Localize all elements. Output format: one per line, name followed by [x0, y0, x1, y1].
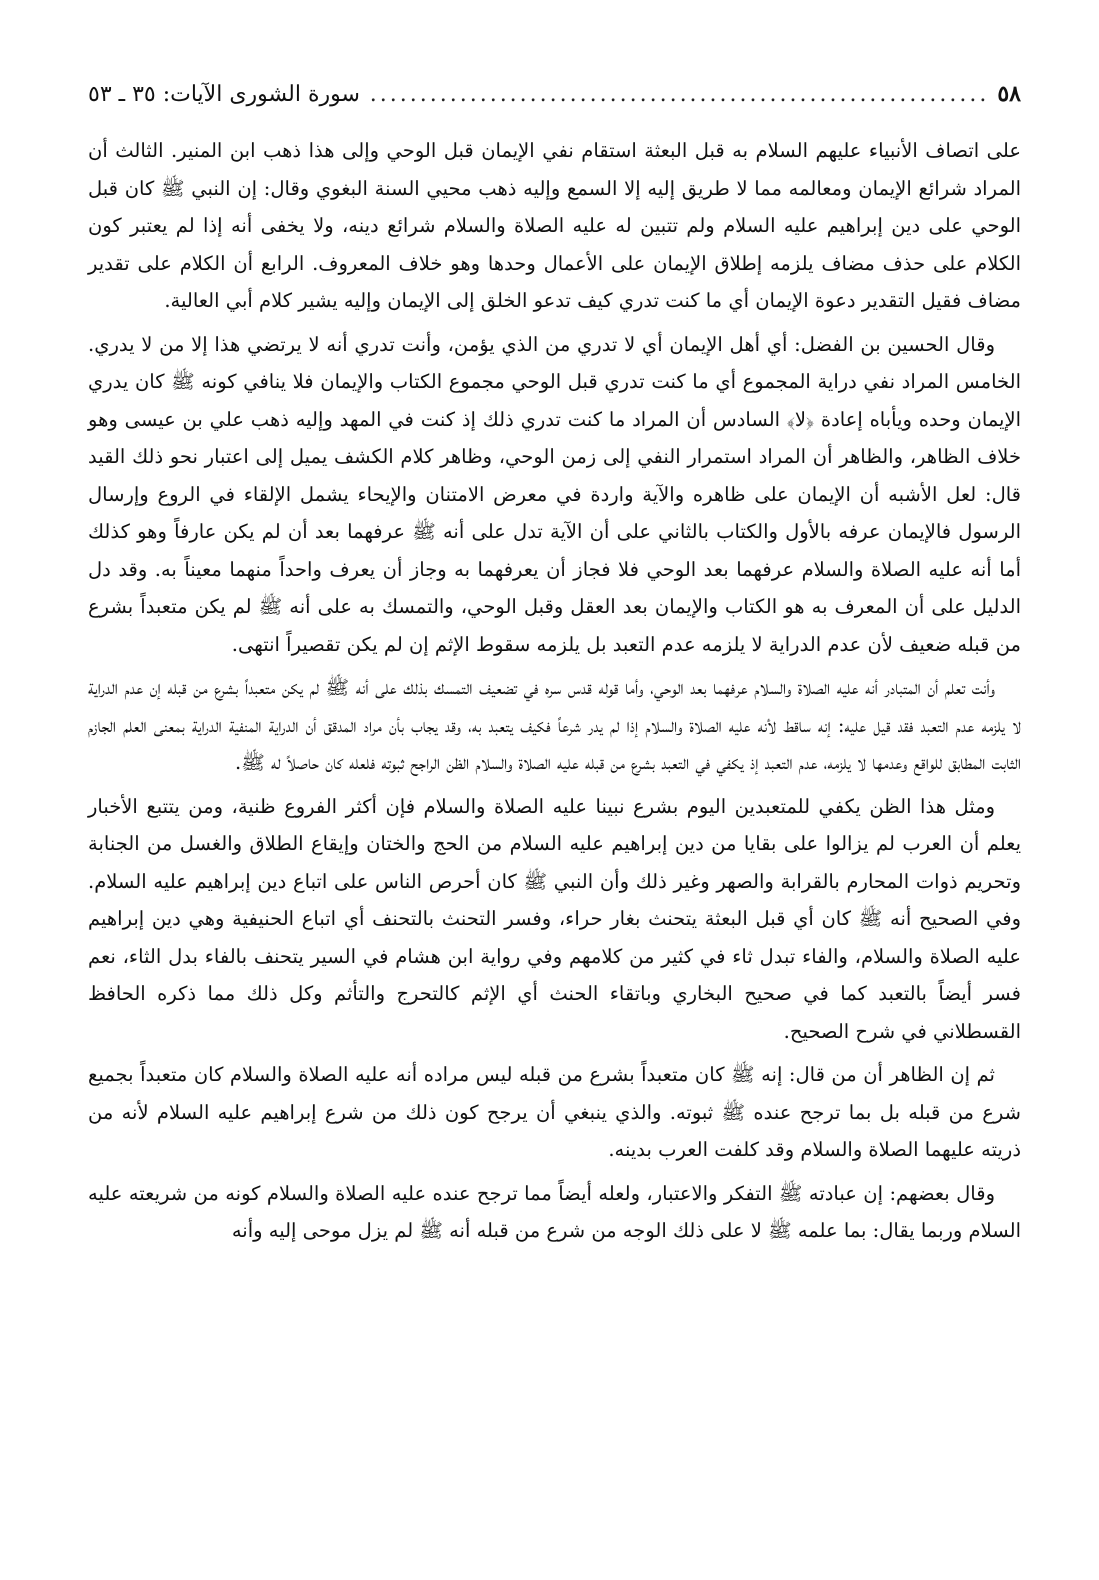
running-title: سورة الشورى الآيات: ٣٥ ـ ٥٣ — [88, 82, 360, 107]
paragraph-5: ثم إن الظاهر أن من قال: إنه ﷺ كان متعبداً بشرع من قبله ليس مراده أنه عليه الصلاة والسلام كان متعبداً بجميع شرع من قبله بل بما ترجح عنده ﷺ ثبوته. والذي ينبغي أن يرجح كون ذلك من شرع إبراهيم عليه السلام لأنه من ذريته عليهما الصلاة والسلام وقد كلفت العرب بدينه. — [88, 1063, 1021, 1161]
paragraph-3: وأنت تعلم أن المتبادر أنه عليه الصلاة والسلام عرفهما بعد الوحي، وأما قوله قدس سره في تضعيف التمسك بذلك على أنه ﷺ لم يكن متعبداً بشرع من قبله إن عدم الدراية لا يلزمه عدم التعبد فقد قيل عليه: إنه ساقط لأنه عليه الصلاة والسلام إذا لم يدر شرعاً فكيف يتعبد به، وقد يجاب بأن مراد المدقق أن الدراية المنفية الدراية بمعنى العلم الجازم الثابت المطابق للواقع وعدمها لا يلزمه، عدم التعبد إذ يكفي في التعبد بشرع من قبله عليه الصلاة والسلام الظن الراجح ثبوته فلعله كان حاصلاً له ﷺ. — [88, 676, 1021, 774]
paragraph-4: ومثل هذا الظن يكفي للمتعبدين اليوم بشرع نبينا عليه الصلاة والسلام فإن أكثر الفروع ظنية، ومن يتتبع الأخبار يعلم أن العرب لم يزالوا على بقايا من دين إبراهيم عليه السلام من الحج والختان وإيقاع الطلاق والغسل من الجنابة وتحريم ذوات المحارم بالقرابة والصهر وغير ذلك وأن النبي ﷺ كان أحرص الناس على اتباع دين إبراهيم عليه السلام. وفي الصحيح أنه ﷺ كان أي قبل البعثة يتحنث بغار حراء، وفسر التحنث بالتحنف أي اتباع الحنيفية وهي دين إبراهيم عليه الصلاة والسلام، والفاء تبدل ثاء في كثير من كلامهم وفي رواية ابن هشام في السير يتحنف بالفاء بدل الثاء، نعم فسر أيضاً بالتعبد كما في صحيح البخاري وباتقاء الحنث أي الإثم كالتحرج والتأثم وكل ذلك مما ذكره الحافظ القسطلاني في شرح الصحيح. — [88, 794, 1021, 1043]
leader-dots — [368, 79, 989, 111]
page-number: ٥٨ — [997, 81, 1021, 107]
paragraph-1: على اتصاف الأنبياء عليهم السلام به قبل البعثة استقام نفي الإيمان قبل الوحي وإلى هذا ذهب ابن المنير. الثالث أن المراد شرائع الإيمان ومعالمه مما لا طريق إليه إلا السمع وإليه ذهب محيي السنة البغوي وقال: إن النبي ﷺ كان قبل الوحي على دين إبراهيم عليه السلام ولم تتبين له عليه الصلاة والسلام شرائع دينه، ولا يخفى أنه إذا لم يعتبر كون الكلام على حذف مضاف يلزمه إطلاق الإيمان على الأعمال وحدها وهو خلاف المعروف. الرابع أن الكلام على تقدير مضاف فقيل التقدير دعوة الإيمان أي ما كنت تدري كيف تدعو الخلق إلى الإيمان وإليه يشير كلام أبي العالية. — [88, 139, 1021, 312]
paragraph-6: وقال بعضهم: إن عبادته ﷺ التفكر والاعتبار، ولعله أيضاً مما ترجح عنده عليه الصلاة والسلام كونه من شريعته عليه السلام وربما يقال: بما علمه ﷺ لا على ذلك الوجه من شرع من قبله أنه ﷺ لم يزل موحى إليه وأنه — [88, 1181, 1021, 1242]
paragraph-2: وقال الحسين بن الفضل: أي أهل الإيمان أي لا تدري من الذي يؤمن، وأنت تدري أنه لا يرتضي هذا إلا من لا يدري. الخامس المراد نفي دراية المجموع أي ما كنت تدري قبل الوحي مجموع الكتاب والإيمان فلا ينافي كونه ﷺ كان يدري الإيمان وحده ويأباه إعادة ﴿لا﴾ السادس أن المراد ما كنت تدري ذلك إذ كنت في المهد وإليه ذهب علي بن عيسى وهو خلاف الظاهر، والظاهر أن المراد استمرار النفي إلى زمن الوحي، وظاهر كلام الكشف يميل إلى اعتبار نحو ذلك القيد قال: لعل الأشبه أن الإيمان على ظاهره والآية واردة في معرض الامتنان والإيحاء يشمل الإلقاء في الروع وإرسال الرسول فالإيمان عرفه بالأول والكتاب بالثاني على أن الآية تدل على أنه ﷺ عرفهما بعد أن لم يكن عارفاً وهو كذلك أما أنه عليه الصلاة والسلام عرفهما بعد الوحي فلا فجاز أن يعرفهما به وجاز أن يعرف واحداً منهما معيناً به. وقد دل الدليل على أن المعرف به هو الكتاب والإيمان بعد العقل وقبل الوحي، والتمسك به على أنه ﷺ لم يكن متعبداً بشرع من قبله ضعيف لأن عدم الدراية لا يلزمه عدم التعبد بل يلزمه سقوط الإثم إن لم يكن تقصيراً انتهى. — [88, 332, 1021, 656]
page-body — [88, 132, 1021, 1250]
page-header — [88, 78, 1021, 118]
